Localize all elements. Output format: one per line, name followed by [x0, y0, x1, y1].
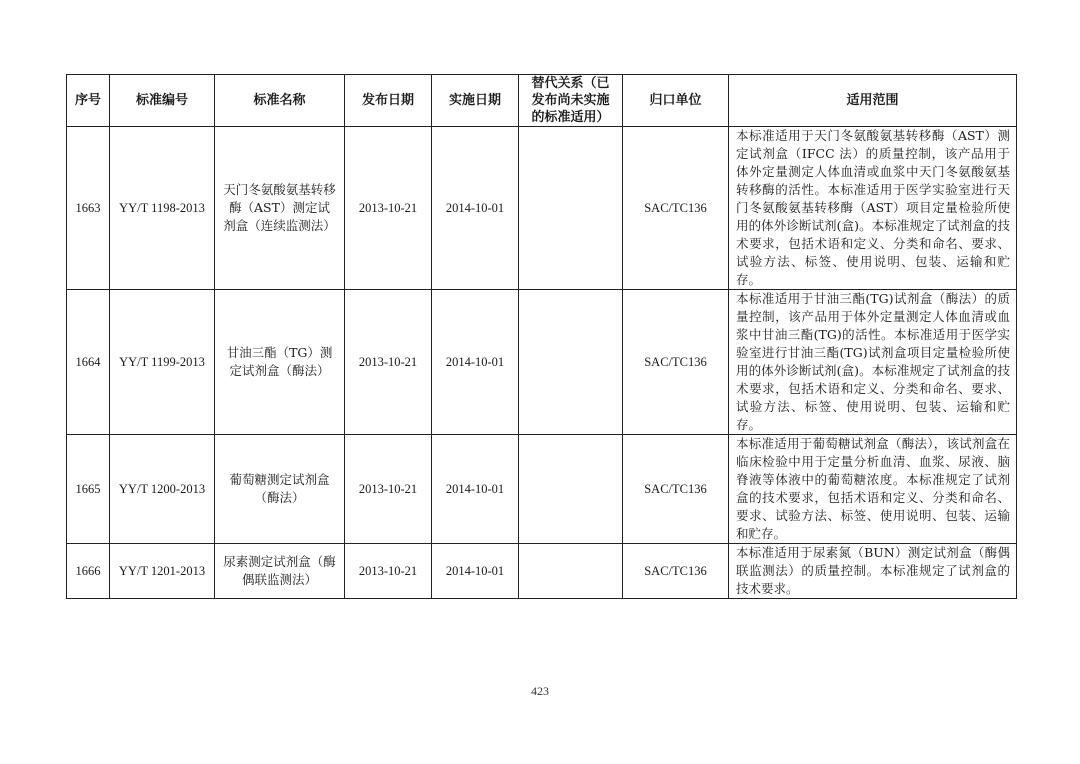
page-number: 423 — [531, 684, 549, 698]
cell-seq: 1665 — [67, 435, 110, 544]
header-scope: 适用范围 — [729, 75, 1017, 127]
cell-name: 葡萄糖测定试剂盒（酶法） — [215, 435, 345, 544]
cell-code: YY/T 1198-2013 — [110, 127, 215, 290]
cell-scope: 本标准适用于尿素氮（BUN）测定试剂盒（酶偶联监测法）的质量控制。本标准规定了试剂盒的技术要求。 — [729, 544, 1017, 599]
cell-name: 尿素测定试剂盒（酶偶联监测法） — [215, 544, 345, 599]
cell-name: 天门冬氨酸氨基转移酶（AST）测定试剂盒（连续监测法） — [215, 127, 345, 290]
cell-unit: SAC/TC136 — [623, 544, 729, 599]
cell-unit: SAC/TC136 — [623, 435, 729, 544]
cell-code: YY/T 1199-2013 — [110, 290, 215, 435]
header-name: 标准名称 — [215, 75, 345, 127]
header-publish-date: 发布日期 — [345, 75, 432, 127]
cell-scope: 本标准适用于葡萄糖试剂盒（酶法），该试剂盒在临床检验中用于定量分析血清、血浆、尿液、脑脊液等体液中的葡萄糖浓度。本标准规定了试剂盒的技术要求，包括术语和定义、分类和命名、要求、试验方法、标签、使用说明、包装、运输和贮存。 — [729, 435, 1017, 544]
cell-scope: 本标准适用于天门冬氨酸氨基转移酶（AST）测定试剂盒（IFCC 法）的质量控制，该产品用于体外定量测定人体血清或血浆中天门冬氨酸氨基转移酶的活性。本标准适用于医学实验室进行天门冬氨酸氨基转移酶（AST）项目定量检验所使用的体外诊断试剂(盒)。本标准规定了试剂盒的技术要求，包括术语和定义、分类和命名、要求、试验方法、标签、使用说明、包装、运输和贮存。 — [729, 127, 1017, 290]
cell-publish-date: 2013-10-21 — [345, 544, 432, 599]
cell-seq: 1666 — [67, 544, 110, 599]
table-row — [67, 127, 1017, 290]
table-row — [67, 544, 1017, 599]
header-code: 标准编号 — [110, 75, 215, 127]
cell-scope: 本标准适用于甘油三酯(TG)试剂盒（酶法）的质量控制，该产品用于体外定量测定人体血清或血浆中甘油三酯(TG)的活性。本标准适用于医学实验室进行甘油三酯(TG)试剂盒项目定量检验所使用的体外诊断试剂(盒)。本标准规定了试剂盒的技术要求，包括术语和定义、分类和命名、要求、试验方法、标签、使用说明、包装、运输和贮存。 — [729, 290, 1017, 435]
cell-unit: SAC/TC136 — [623, 127, 729, 290]
table-header-row — [67, 75, 1017, 127]
cell-implement-date: 2014-10-01 — [432, 127, 519, 290]
header-seq: 序号 — [67, 75, 110, 127]
cell-code: YY/T 1201-2013 — [110, 544, 215, 599]
table-row — [67, 290, 1017, 435]
cell-replace-relation — [519, 544, 623, 599]
table-row — [67, 435, 1017, 544]
header-replace-relation: 替代关系（已发布尚未实施的标准适用） — [519, 75, 623, 127]
header-unit: 归口单位 — [623, 75, 729, 127]
cell-publish-date: 2013-10-21 — [345, 127, 432, 290]
cell-name: 甘油三酯（TG）测定试剂盒（酶法） — [215, 290, 345, 435]
cell-seq: 1664 — [67, 290, 110, 435]
standards-table — [66, 74, 1017, 599]
cell-publish-date: 2013-10-21 — [345, 435, 432, 544]
cell-unit: SAC/TC136 — [623, 290, 729, 435]
cell-implement-date: 2014-10-01 — [432, 544, 519, 599]
cell-seq: 1663 — [67, 127, 110, 290]
cell-code: YY/T 1200-2013 — [110, 435, 215, 544]
cell-replace-relation — [519, 435, 623, 544]
cell-replace-relation — [519, 290, 623, 435]
cell-implement-date: 2014-10-01 — [432, 290, 519, 435]
cell-replace-relation — [519, 127, 623, 290]
cell-publish-date: 2013-10-21 — [345, 290, 432, 435]
header-implement-date: 实施日期 — [432, 75, 519, 127]
cell-implement-date: 2014-10-01 — [432, 435, 519, 544]
